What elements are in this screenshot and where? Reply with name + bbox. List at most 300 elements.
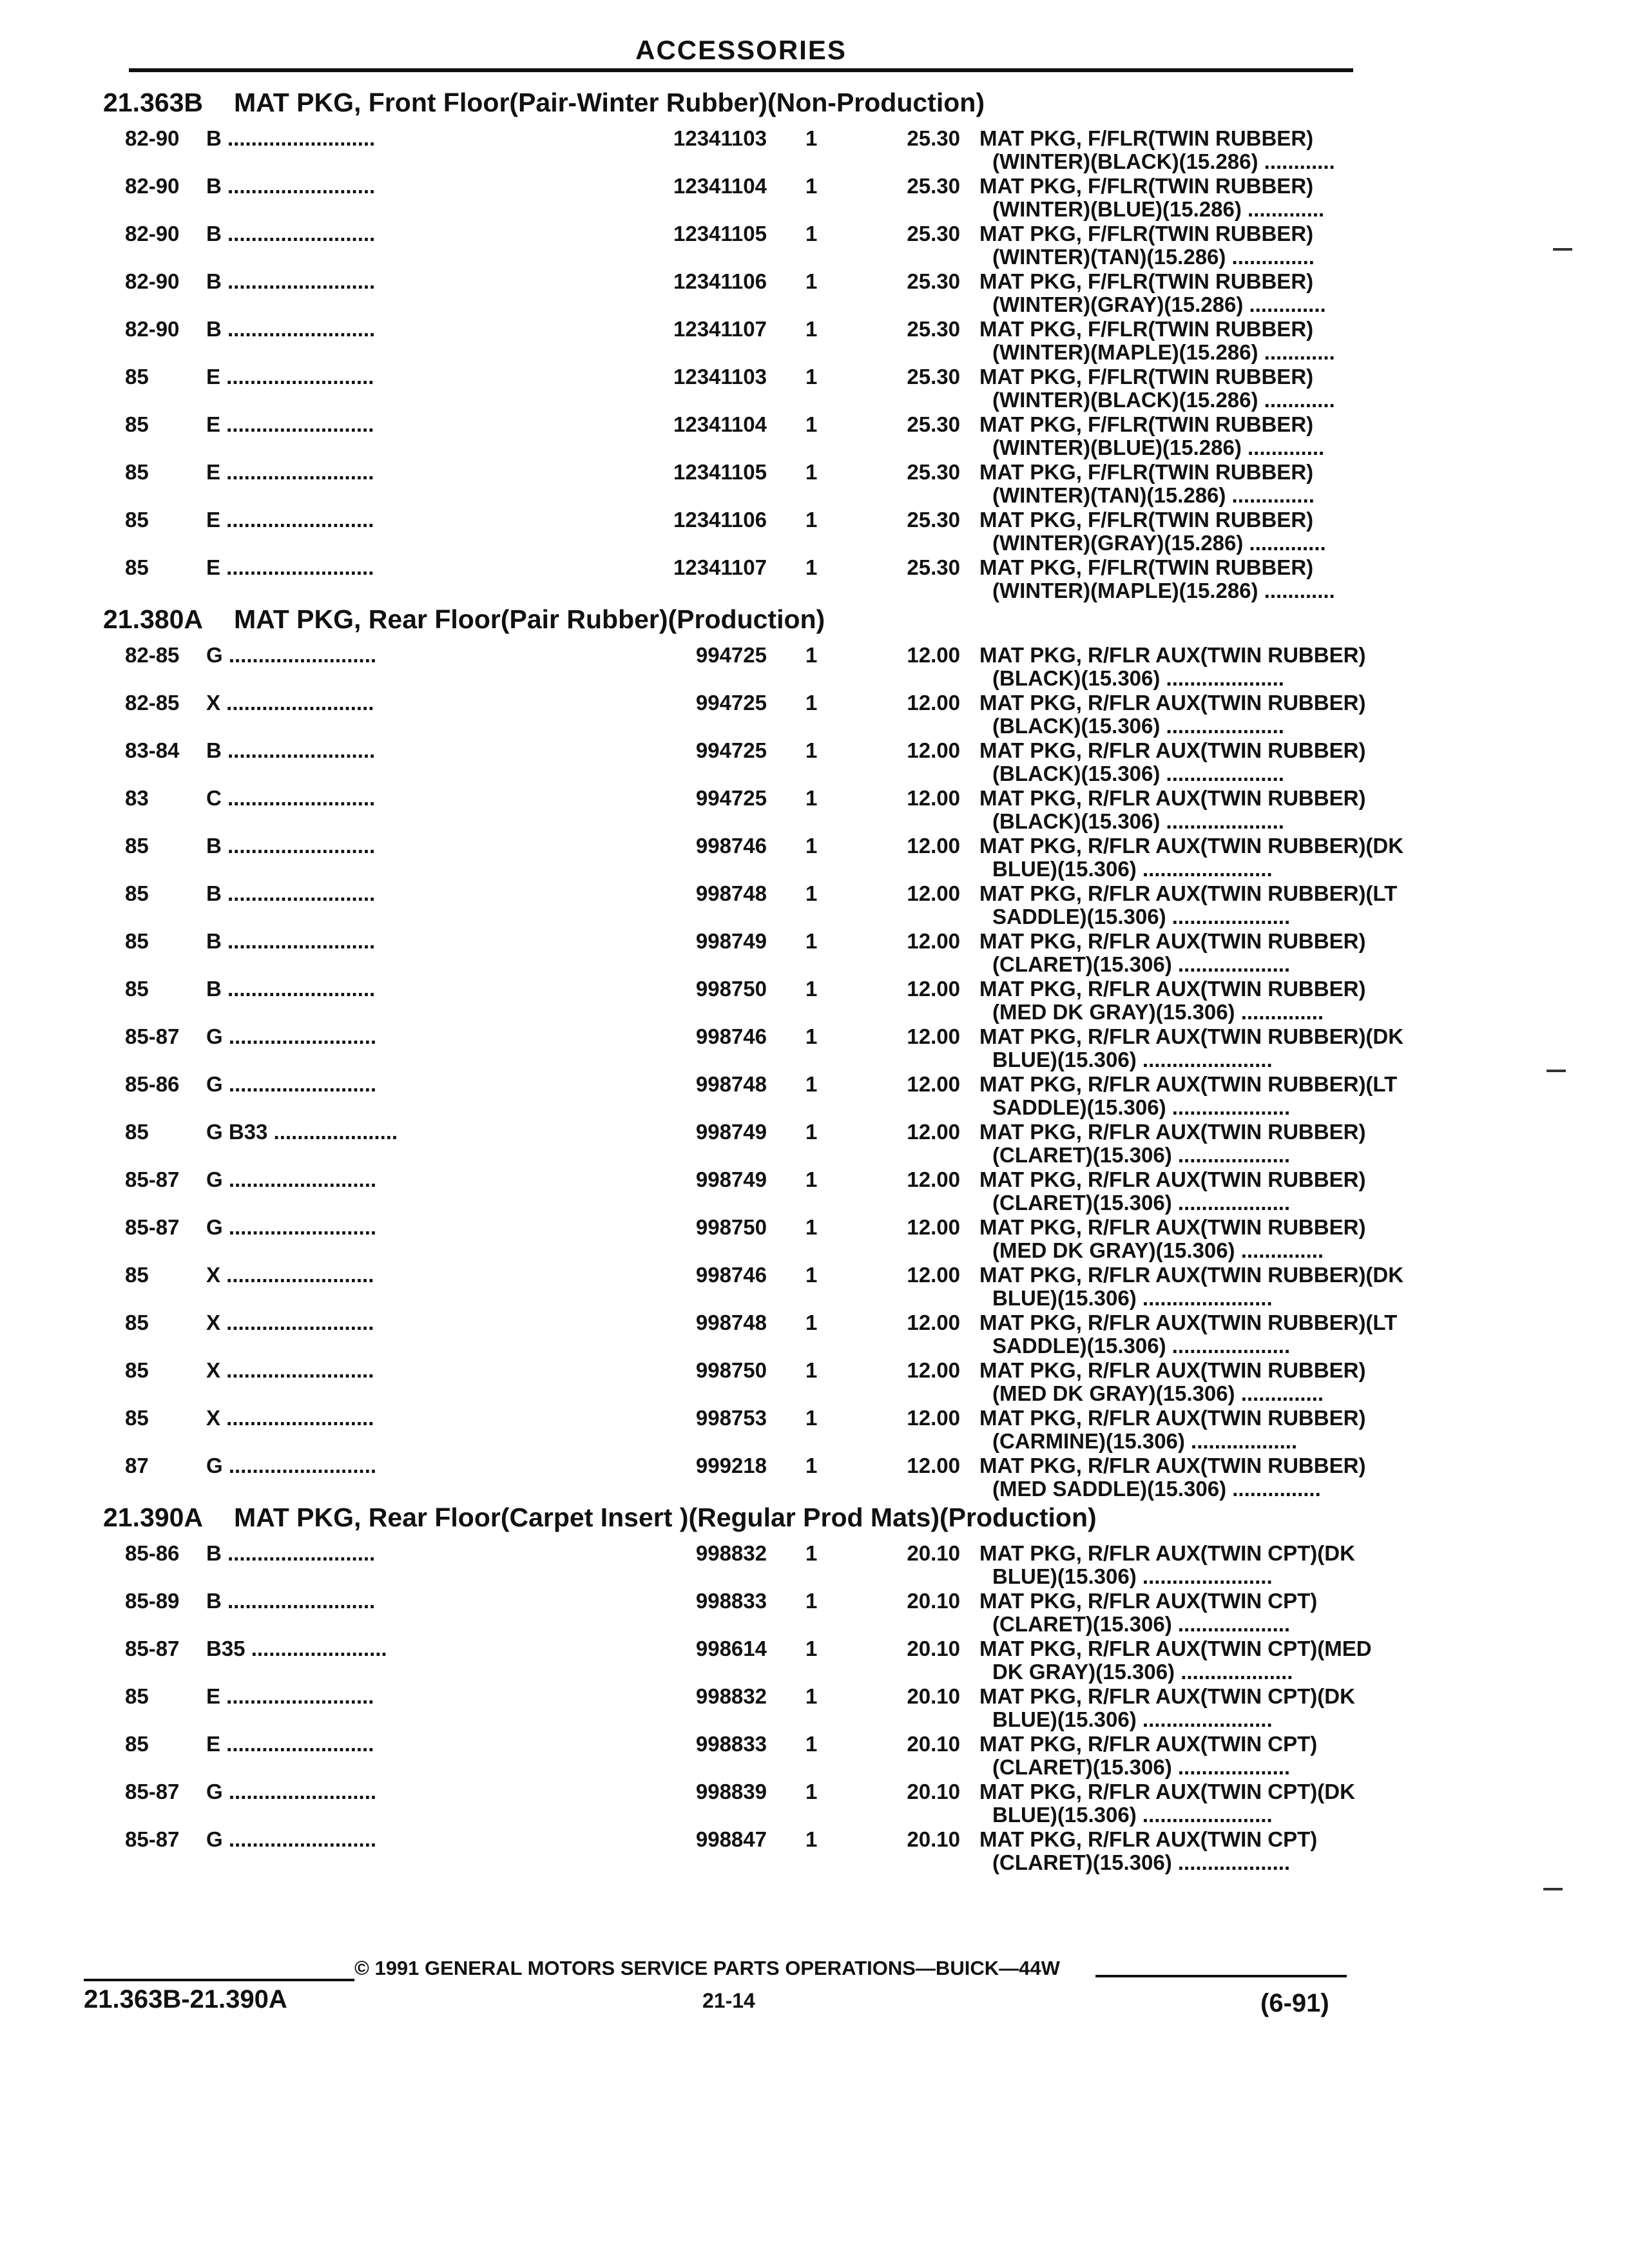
description-line-1: MAT PKG, F/FLR(TWIN RUBBER) <box>979 508 1314 532</box>
part-number: 998746 <box>695 834 767 858</box>
price: 20.10 <box>907 1684 960 1708</box>
model-years: 82-90 <box>125 222 180 245</box>
description-line-2: BLUE)(15.306) ...................... <box>992 1048 1273 1072</box>
price: 12.00 <box>907 881 960 905</box>
price: 12.00 <box>907 834 960 858</box>
quantity: 1 <box>805 317 818 341</box>
model-years: 85 <box>125 1732 149 1756</box>
part-number: 998749 <box>695 929 767 953</box>
table-row <box>103 1164 1366 1215</box>
description-line-2: (CLARET)(15.306) ................... <box>992 952 1291 976</box>
model-years: 82-90 <box>125 174 180 198</box>
part-number: 998832 <box>695 1541 767 1565</box>
series-code: G ......................... <box>206 1168 377 1191</box>
section-code: 21.380A <box>103 604 204 634</box>
quantity: 1 <box>805 1406 818 1430</box>
quantity: 1 <box>805 508 818 532</box>
description-line-1: MAT PKG, R/FLR AUX(TWIN RUBBER) <box>979 738 1366 762</box>
description-line-1: MAT PKG, F/FLR(TWIN RUBBER) <box>979 412 1314 436</box>
series-code: B ......................... <box>206 126 376 150</box>
series-code: B ......................... <box>206 1541 376 1565</box>
table-row <box>103 687 1366 738</box>
series-code: G ......................... <box>206 1215 377 1239</box>
series-code: B ......................... <box>206 834 376 858</box>
price: 12.00 <box>907 1072 960 1096</box>
page-footer <box>84 1943 1360 2020</box>
quantity: 1 <box>805 881 818 905</box>
page-header <box>129 34 1353 72</box>
price: 25.30 <box>907 555 960 579</box>
table-row <box>103 1585 1366 1636</box>
table-row <box>103 878 1398 928</box>
quantity: 1 <box>805 1827 818 1851</box>
model-years: 85 <box>125 1263 149 1287</box>
section-heading <box>103 82 1366 122</box>
part-number: 994725 <box>695 643 767 667</box>
model-years: 85-87 <box>125 1637 180 1660</box>
quantity: 1 <box>805 1358 818 1382</box>
part-number: 998753 <box>695 1406 767 1430</box>
model-years: 85 <box>125 834 149 858</box>
description-line-1: MAT PKG, R/FLR AUX(TWIN CPT) <box>979 1827 1318 1851</box>
description-line-1: MAT PKG, R/FLR AUX(TWIN RUBBER)(LT <box>979 1311 1398 1334</box>
description-line-1: MAT PKG, F/FLR(TWIN RUBBER) <box>979 317 1314 341</box>
description-line-2: (BLACK)(15.306) .................... <box>992 762 1284 785</box>
model-years: 85-86 <box>125 1541 180 1565</box>
table-row <box>103 1211 1366 1262</box>
model-years: 85-89 <box>125 1589 180 1613</box>
section-code: 21.363B <box>103 88 204 117</box>
part-number: 998614 <box>695 1637 767 1660</box>
model-years: 85 <box>125 1311 149 1334</box>
quantity: 1 <box>805 269 818 293</box>
section-title: MAT PKG, Front Floor(Pair-Winter Rubber)(Non-Production) <box>234 88 985 117</box>
description-line-2: (CLARET)(15.306) ................... <box>992 1755 1291 1779</box>
description-line-1: MAT PKG, R/FLR AUX(TWIN RUBBER)(LT <box>979 881 1398 905</box>
model-years: 85 <box>125 1406 149 1430</box>
description-line-2: (WINTER)(GRAY)(15.286) ............. <box>992 531 1326 555</box>
part-number: 12341103 <box>673 126 767 150</box>
table-row <box>103 1307 1398 1358</box>
description-line-2: (CLARET)(15.306) ................... <box>992 1612 1291 1636</box>
price: 20.10 <box>907 1732 960 1756</box>
series-code: B ......................... <box>206 738 376 762</box>
table-row <box>103 1823 1366 1874</box>
price: 25.30 <box>907 269 960 293</box>
description-line-1: MAT PKG, R/FLR AUX(TWIN RUBBER) <box>979 1168 1366 1191</box>
table-row <box>103 1633 1372 1684</box>
price: 25.30 <box>907 508 960 532</box>
series-code: E ......................... <box>206 460 374 484</box>
description-line-2: (MED DK GRAY)(15.306) .............. <box>992 1381 1324 1405</box>
description-line-1: MAT PKG, R/FLR AUX(TWIN RUBBER) <box>979 643 1366 667</box>
description-line-1: MAT PKG, R/FLR AUX(TWIN RUBBER)(DK <box>979 1024 1404 1048</box>
price: 25.30 <box>907 126 960 150</box>
model-years: 85 <box>125 1358 149 1382</box>
part-number: 994725 <box>695 738 767 762</box>
series-code: B ......................... <box>206 977 376 1001</box>
table-row <box>103 552 1366 602</box>
footer-range: 21.363B-21.390A <box>84 1979 354 2014</box>
part-number: 998746 <box>695 1024 767 1048</box>
series-code: X ......................... <box>206 1358 374 1382</box>
description-line-2: SADDLE)(15.306) .................... <box>992 1334 1291 1358</box>
price: 25.30 <box>907 412 960 436</box>
price: 12.00 <box>907 1120 960 1144</box>
table-row <box>103 639 1366 690</box>
model-years: 85 <box>125 555 149 579</box>
model-years: 82-85 <box>125 643 180 667</box>
description-line-2: SADDLE)(15.306) .................... <box>992 905 1291 928</box>
model-years: 85 <box>125 929 149 953</box>
footer-date: (6-91) <box>1260 1989 1329 2017</box>
price: 20.10 <box>907 1589 960 1613</box>
part-number: 998746 <box>695 1263 767 1287</box>
series-code: G ......................... <box>206 643 377 667</box>
part-number: 998833 <box>695 1732 767 1756</box>
quantity: 1 <box>805 929 818 953</box>
quantity: 1 <box>805 1637 818 1660</box>
section-heading <box>103 1497 1366 1537</box>
model-years: 82-90 <box>125 269 180 293</box>
table-row <box>103 973 1366 1024</box>
description-line-2: DK GRAY)(15.306) ................... <box>992 1660 1293 1684</box>
model-years: 82-85 <box>125 691 180 715</box>
series-code: X ......................... <box>206 1311 374 1334</box>
margin-mark <box>1547 1070 1566 1072</box>
price: 12.00 <box>907 1263 960 1287</box>
quantity: 1 <box>805 738 818 762</box>
description-line-1: MAT PKG, R/FLR AUX(TWIN RUBBER) <box>979 1215 1366 1239</box>
description-line-2: BLUE)(15.306) ...................... <box>992 1564 1273 1588</box>
price: 12.00 <box>907 1358 960 1382</box>
quantity: 1 <box>805 460 818 484</box>
part-number: 12341107 <box>673 317 767 341</box>
price: 12.00 <box>907 1311 960 1334</box>
part-number: 12341105 <box>673 460 767 484</box>
part-number: 998749 <box>695 1120 767 1144</box>
section-title: MAT PKG, Rear Floor(Carpet Insert )(Regular Prod Mats)(Production) <box>234 1503 1097 1532</box>
part-number: 998832 <box>695 1684 767 1708</box>
quantity: 1 <box>805 1541 818 1565</box>
price: 25.30 <box>907 460 960 484</box>
table-row <box>103 782 1366 833</box>
description-line-2: (WINTER)(BLUE)(15.286) ............. <box>992 436 1325 459</box>
series-code: E ......................... <box>206 365 374 389</box>
price: 12.00 <box>907 643 960 667</box>
quantity: 1 <box>805 1311 818 1334</box>
description-line-2: (MED DK GRAY)(15.306) .............. <box>992 1000 1324 1024</box>
price: 12.00 <box>907 929 960 953</box>
description-line-1: MAT PKG, F/FLR(TWIN RUBBER) <box>979 126 1314 150</box>
footer-copyright: © 1991 GENERAL MOTORS SERVICE PARTS OPERATIONS—BUICK—44W <box>354 1957 1060 1979</box>
part-number: 998750 <box>695 1358 767 1382</box>
description-line-2: (WINTER)(BLACK)(15.286) ............ <box>992 149 1335 173</box>
description-line-1: MAT PKG, R/FLR AUX(TWIN CPT)(MED <box>979 1637 1372 1660</box>
description-line-2: (MED DK GRAY)(15.306) .............. <box>992 1238 1324 1262</box>
series-code: E ......................... <box>206 1732 374 1756</box>
description-line-1: MAT PKG, F/FLR(TWIN RUBBER) <box>979 269 1314 293</box>
description-line-1: MAT PKG, R/FLR AUX(TWIN RUBBER) <box>979 1120 1366 1144</box>
description-line-2: (BLACK)(15.306) .................... <box>992 666 1284 690</box>
description-line-1: MAT PKG, R/FLR AUX(TWIN RUBBER) <box>979 1406 1366 1430</box>
section-heading <box>103 599 1366 639</box>
description-line-2: (WINTER)(BLACK)(15.286) ............ <box>992 388 1335 412</box>
quantity: 1 <box>805 1732 818 1756</box>
section-title: MAT PKG, Rear Floor(Pair Rubber)(Production) <box>234 604 825 634</box>
table-row <box>103 1450 1366 1501</box>
price: 20.10 <box>907 1637 960 1660</box>
part-number: 12341105 <box>673 222 767 245</box>
table-row <box>103 735 1366 785</box>
section-code: 21.390A <box>103 1503 204 1532</box>
description-line-2: (WINTER)(TAN)(15.286) .............. <box>992 483 1315 507</box>
quantity: 1 <box>805 222 818 245</box>
series-code: G B33 ..................... <box>206 1120 398 1144</box>
model-years: 85-87 <box>125 1215 180 1239</box>
part-number: 994725 <box>695 691 767 715</box>
quantity: 1 <box>805 1168 818 1191</box>
quantity: 1 <box>805 643 818 667</box>
model-years: 85 <box>125 412 149 436</box>
table-row <box>103 170 1366 221</box>
description-line-2: BLUE)(15.306) ...................... <box>992 1286 1273 1310</box>
model-years: 85 <box>125 977 149 1001</box>
series-code: B ......................... <box>206 929 376 953</box>
description-line-2: (CLARET)(15.306) ................... <box>992 1143 1291 1167</box>
price: 20.10 <box>907 1541 960 1565</box>
price: 20.10 <box>907 1827 960 1851</box>
margin-mark <box>1553 248 1572 251</box>
table-row <box>103 1776 1366 1827</box>
quantity: 1 <box>805 691 818 715</box>
footer-page-number: 21-14 <box>702 1989 755 2012</box>
parts-listing <box>103 82 1404 1874</box>
table-row <box>103 1680 1366 1731</box>
price: 12.00 <box>907 691 960 715</box>
price: 12.00 <box>907 1215 960 1239</box>
model-years: 83 <box>125 786 149 810</box>
quantity: 1 <box>805 1024 818 1048</box>
series-code: B ......................... <box>206 222 376 245</box>
model-years: 85-87 <box>125 1827 180 1851</box>
table-row <box>103 504 1366 555</box>
table-row <box>103 408 1366 459</box>
margin-mark <box>1543 1888 1563 1890</box>
footer-rule <box>1095 1975 1347 1977</box>
model-years: 85 <box>125 365 149 389</box>
table-row <box>103 1354 1366 1405</box>
description-line-2: (CLARET)(15.306) ................... <box>992 1850 1291 1874</box>
description-line-1: MAT PKG, R/FLR AUX(TWIN RUBBER) <box>979 691 1366 715</box>
series-code: E ......................... <box>206 412 374 436</box>
description-line-2: (CLARET)(15.306) ................... <box>992 1191 1291 1215</box>
description-line-1: MAT PKG, F/FLR(TWIN RUBBER) <box>979 222 1314 245</box>
quantity: 1 <box>805 1780 818 1803</box>
quantity: 1 <box>805 834 818 858</box>
description-line-1: MAT PKG, R/FLR AUX(TWIN RUBBER) <box>979 1454 1366 1477</box>
table-row <box>103 925 1366 976</box>
price: 25.30 <box>907 174 960 198</box>
table-row <box>103 218 1366 269</box>
part-number: 998847 <box>695 1827 767 1851</box>
table-row <box>103 830 1404 881</box>
quantity: 1 <box>805 1215 818 1239</box>
description-line-1: MAT PKG, R/FLR AUX(TWIN RUBBER) <box>979 977 1366 1001</box>
description-line-2: (WINTER)(GRAY)(15.286) ............. <box>992 293 1326 316</box>
price: 12.00 <box>907 786 960 810</box>
series-code: X ......................... <box>206 1263 374 1287</box>
part-number: 998748 <box>695 1311 767 1334</box>
description-line-2: (WINTER)(TAN)(15.286) .............. <box>992 245 1315 269</box>
description-line-2: (BLACK)(15.306) .................... <box>992 714 1284 738</box>
quantity: 1 <box>805 1120 818 1144</box>
table-row <box>103 1116 1366 1167</box>
description-line-1: MAT PKG, R/FLR AUX(TWIN RUBBER) <box>979 1358 1366 1382</box>
price: 25.30 <box>907 365 960 389</box>
price: 25.30 <box>907 317 960 341</box>
series-code: G ......................... <box>206 1072 377 1096</box>
price: 12.00 <box>907 1406 960 1430</box>
quantity: 1 <box>805 1454 818 1477</box>
price: 12.00 <box>907 1454 960 1477</box>
description-line-2: BLUE)(15.306) ...................... <box>992 1707 1273 1731</box>
description-line-2: BLUE)(15.306) ...................... <box>992 857 1273 881</box>
price: 12.00 <box>907 1168 960 1191</box>
price: 25.30 <box>907 222 960 245</box>
description-line-1: MAT PKG, R/FLR AUX(TWIN CPT) <box>979 1732 1318 1756</box>
quantity: 1 <box>805 977 818 1001</box>
table-row <box>103 1402 1366 1453</box>
model-years: 87 <box>125 1454 149 1477</box>
quantity: 1 <box>805 126 818 150</box>
description-line-1: MAT PKG, F/FLR(TWIN RUBBER) <box>979 365 1314 389</box>
description-line-2: (MED SADDLE)(15.306) ............... <box>992 1477 1321 1501</box>
description-line-1: MAT PKG, R/FLR AUX(TWIN CPT)(DK <box>979 1541 1355 1565</box>
series-code: B ......................... <box>206 881 376 905</box>
table-row <box>103 1068 1398 1119</box>
description-line-2: (BLACK)(15.306) .................... <box>992 809 1284 833</box>
table-row <box>103 1259 1404 1310</box>
description-line-1: MAT PKG, R/FLR AUX(TWIN CPT)(DK <box>979 1780 1355 1803</box>
part-number: 12341106 <box>673 508 767 532</box>
header-rule <box>129 68 1353 72</box>
series-code: X ......................... <box>206 1406 374 1430</box>
description-line-1: MAT PKG, R/FLR AUX(TWIN RUBBER)(LT <box>979 1072 1398 1096</box>
model-years: 82-90 <box>125 317 180 341</box>
series-code: E ......................... <box>206 1684 374 1708</box>
table-row <box>103 456 1366 507</box>
series-code: C ......................... <box>206 786 376 810</box>
page-title: ACCESSORIES <box>635 35 847 65</box>
part-number: 999218 <box>695 1454 767 1477</box>
description-line-2: SADDLE)(15.306) .................... <box>992 1095 1291 1119</box>
part-number: 998750 <box>695 1215 767 1239</box>
series-code: G ......................... <box>206 1780 377 1803</box>
part-number: 998748 <box>695 1072 767 1096</box>
description-line-1: MAT PKG, R/FLR AUX(TWIN RUBBER)(DK <box>979 1263 1404 1287</box>
table-row <box>103 313 1366 364</box>
part-number: 12341107 <box>673 555 767 579</box>
quantity: 1 <box>805 174 818 198</box>
series-code: B ......................... <box>206 317 376 341</box>
quantity: 1 <box>805 1589 818 1613</box>
price: 12.00 <box>907 1024 960 1048</box>
series-code: G ......................... <box>206 1024 377 1048</box>
description-line-1: MAT PKG, R/FLR AUX(TWIN RUBBER) <box>979 929 1366 953</box>
model-years: 85 <box>125 1684 149 1708</box>
table-row <box>103 265 1366 316</box>
description-line-2: (CARMINE)(15.306) .................. <box>992 1429 1298 1453</box>
quantity: 1 <box>805 1684 818 1708</box>
model-years: 85 <box>125 508 149 532</box>
table-row <box>103 1021 1404 1072</box>
quantity: 1 <box>805 412 818 436</box>
price: 12.00 <box>907 977 960 1001</box>
part-number: 998750 <box>695 977 767 1001</box>
part-number: 12341106 <box>673 269 767 293</box>
description-line-2: (WINTER)(BLUE)(15.286) ............. <box>992 197 1325 221</box>
description-line-1: MAT PKG, F/FLR(TWIN RUBBER) <box>979 460 1314 484</box>
part-number: 998748 <box>695 881 767 905</box>
part-number: 12341103 <box>673 365 767 389</box>
model-years: 83-84 <box>125 738 180 762</box>
model-years: 85-86 <box>125 1072 180 1096</box>
quantity: 1 <box>805 365 818 389</box>
series-code: B ......................... <box>206 1589 376 1613</box>
quantity: 1 <box>805 555 818 579</box>
table-row <box>103 1537 1366 1588</box>
table-row <box>103 361 1366 412</box>
description-line-2: (WINTER)(MAPLE)(15.286) ............ <box>992 579 1335 602</box>
description-line-2: (WINTER)(MAPLE)(15.286) ............ <box>992 340 1335 364</box>
table-row <box>103 122 1366 173</box>
description-line-1: MAT PKG, F/FLR(TWIN RUBBER) <box>979 174 1314 198</box>
model-years: 85 <box>125 460 149 484</box>
series-code: B ......................... <box>206 174 376 198</box>
description-line-1: MAT PKG, R/FLR AUX(TWIN CPT)(DK <box>979 1684 1355 1708</box>
description-line-2: BLUE)(15.306) ...................... <box>992 1803 1273 1827</box>
model-years: 85-87 <box>125 1024 180 1048</box>
description-line-1: MAT PKG, R/FLR AUX(TWIN RUBBER) <box>979 786 1366 810</box>
part-number: 994725 <box>695 786 767 810</box>
part-number: 998839 <box>695 1780 767 1803</box>
description-line-1: MAT PKG, F/FLR(TWIN RUBBER) <box>979 555 1314 579</box>
model-years: 82-90 <box>125 126 180 150</box>
model-years: 85 <box>125 881 149 905</box>
model-years: 85-87 <box>125 1168 180 1191</box>
description-line-1: MAT PKG, R/FLR AUX(TWIN RUBBER)(DK <box>979 834 1404 858</box>
part-number: 12341104 <box>673 412 767 436</box>
series-code: B35 ....................... <box>206 1637 387 1660</box>
series-code: G ......................... <box>206 1827 377 1851</box>
part-number: 998833 <box>695 1589 767 1613</box>
series-code: E ......................... <box>206 508 374 532</box>
part-number: 998749 <box>695 1168 767 1191</box>
series-code: B ......................... <box>206 269 376 293</box>
series-code: X ......................... <box>206 691 374 715</box>
price: 12.00 <box>907 738 960 762</box>
quantity: 1 <box>805 1263 818 1287</box>
description-line-1: MAT PKG, R/FLR AUX(TWIN CPT) <box>979 1589 1318 1613</box>
price: 20.10 <box>907 1780 960 1803</box>
series-code: G ......................... <box>206 1454 377 1477</box>
model-years: 85-87 <box>125 1780 180 1803</box>
model-years: 85 <box>125 1120 149 1144</box>
part-number: 12341104 <box>673 174 767 198</box>
quantity: 1 <box>805 1072 818 1096</box>
table-row <box>103 1728 1366 1779</box>
